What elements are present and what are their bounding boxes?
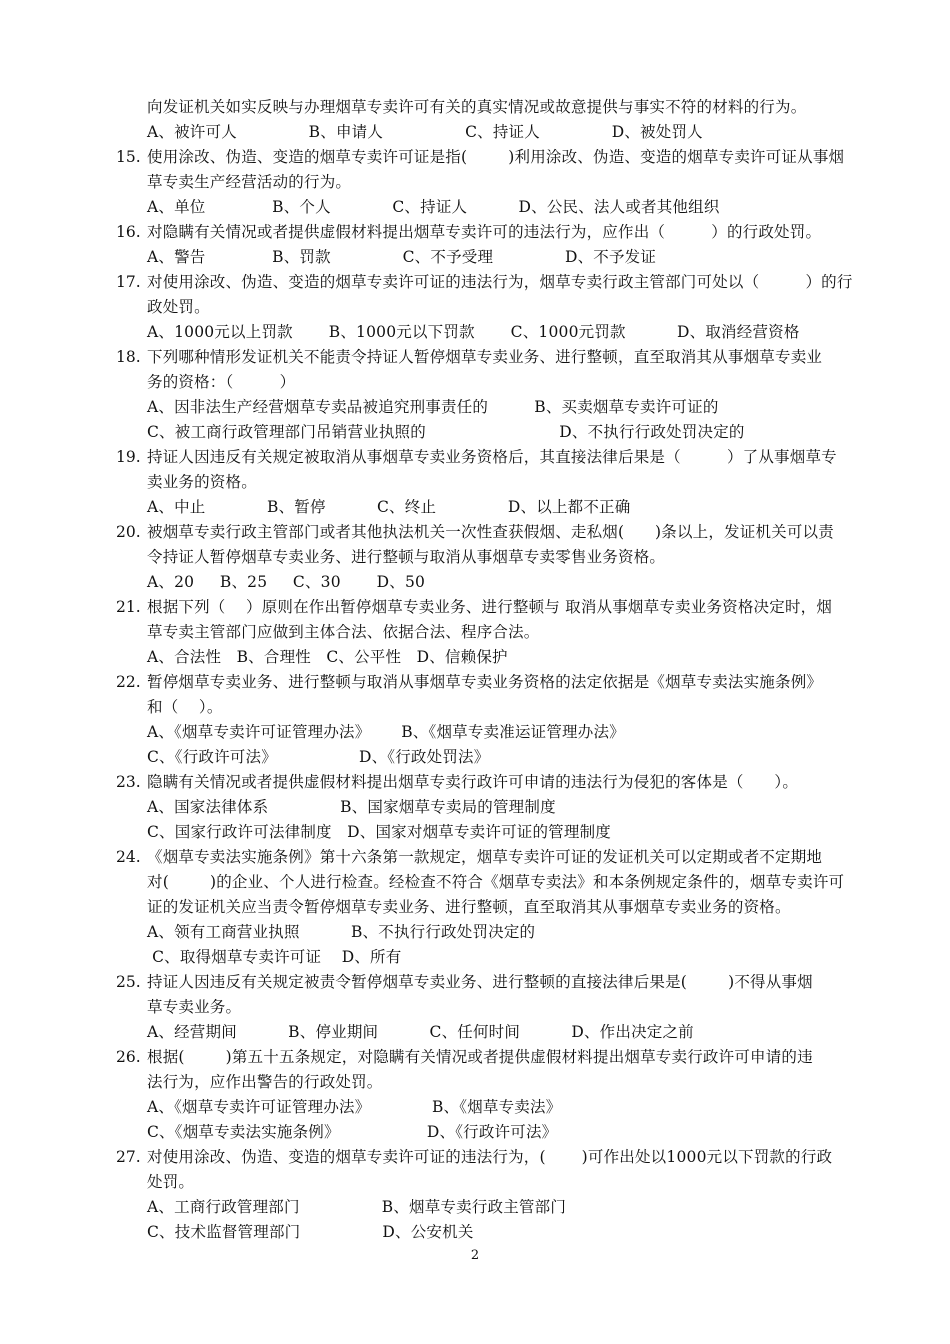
answer-options: A、《烟草专卖许可证管理办法》 B、《烟草专卖准运证管理办法》: [147, 723, 625, 741]
question-number: 15.: [116, 148, 141, 166]
answer-options: C、取得烟草专卖许可证 D、所有: [147, 948, 402, 966]
question-text: 对隐瞒有关情况或者提供虚假材料提出烟草专卖许可的违法行为，应作出（ ）的行政处罚。: [147, 223, 822, 241]
answer-options: A、中止 B、暂停 C、终止 D、以上都不正确: [147, 498, 631, 516]
question-text: 草专卖生产经营活动的行为。: [147, 173, 352, 191]
question-text: 草专卖主管部门应做到主体合法、依据合法、程序合法。: [147, 623, 540, 641]
question-text: 持证人因违反有关规定被责令暂停烟草专卖业务、进行整顿的直接法律后果是( )不得从事烟: [147, 973, 813, 991]
question-text: 对使用涂改、伪造、变造的烟草专卖许可证的违法行为，烟草专卖行政主管部门可处以（ ）的行: [147, 273, 853, 291]
question-number: 16.: [116, 223, 141, 241]
question-text: 令持证人暂停烟草专卖业务、进行整顿与取消从事烟草专卖零售业务资格。: [147, 548, 666, 566]
answer-options: C、《行政许可法》 D、《行政处罚法》: [147, 748, 490, 766]
question-text: 暂停烟草专卖业务、进行整顿与取消从事烟草专卖业务资格的法定依据是《烟草专卖法实施条例》: [147, 673, 823, 691]
question-number: 20.: [116, 523, 141, 541]
question-text: 隐瞒有关情况或者提供虚假材料提出烟草专卖行政许可申请的违法行为侵犯的客体是（ ）。: [147, 773, 799, 791]
question-number: 25.: [116, 973, 141, 991]
question-number: 23.: [116, 773, 141, 791]
answer-options: C、被工商行政管理部门吊销营业执照的 D、不执行行政处罚决定的: [147, 423, 745, 441]
question-text: 向发证机关如实反映与办理烟草专卖许可有关的真实情况或故意提供与事实不符的材料的行为。: [147, 98, 807, 116]
answer-options: A、被许可人 B、申请人 C、持证人 D、被处罚人: [147, 123, 703, 141]
question-text: 卖业务的资格。: [147, 473, 257, 491]
question-text: 证的发证机关应当责令暂停烟草专卖业务、进行整顿，直至取消其从事烟草专卖业务的资格。: [147, 898, 791, 916]
question-text: 《烟草专卖法实施条例》第十六条第一款规定，烟草专卖许可证的发证机关可以定期或者不定期地: [147, 848, 823, 866]
answer-options: C、国家行政许可法律制度 D、国家对烟草专卖许可证的管理制度: [147, 823, 611, 841]
question-number: 27.: [116, 1148, 141, 1166]
question-text: 被烟草专卖行政主管部门或者其他执法机关一次性查获假烟、走私烟( )条以上，发证机关可以责: [147, 523, 834, 541]
answer-options: A、1000元以上罚款 B、1000元以下罚款 C、1000元罚款 D、取消经营资格: [147, 323, 800, 341]
question-text: 使用涂改、伪造、变造的烟草专卖许可证是指( )利用涂改、伪造、变造的烟草专卖许可证从事烟: [147, 148, 845, 166]
answer-options: A、合法性 B、合理性 C、公平性 D、信赖保护: [147, 648, 508, 666]
question-number: 17.: [116, 273, 141, 291]
question-number: 18.: [116, 348, 141, 366]
answer-options: A、领有工商营业执照 B、不执行行政处罚决定的: [147, 923, 536, 941]
question-number: 19.: [116, 448, 141, 466]
answer-options: C、《烟草专卖法实施条例》 D、《行政许可法》: [147, 1123, 558, 1141]
answer-options: A、经营期间 B、停业期间 C、任何时间 D、作出决定之前: [147, 1023, 694, 1041]
answer-options: A、因非法生产经营烟草专卖品被追究刑事责任的 B、买卖烟草专卖许可证的: [147, 398, 719, 416]
question-number: 22.: [116, 673, 141, 691]
question-text: 对使用涂改、伪造、变造的烟草专卖许可证的违法行为，( )可作出处以1000元以下罚款的行政: [147, 1148, 833, 1166]
question-number: 24.: [116, 848, 141, 866]
answer-options: C、技术监督管理部门 D、公安机关: [147, 1223, 474, 1241]
answer-options: A、警告 B、罚款 C、不予受理 D、不予发证: [147, 248, 657, 266]
question-text: 根据( )第五十五条规定，对隐瞒有关情况或者提供虚假材料提出烟草专卖行政许可申请的违: [147, 1048, 813, 1066]
page-number: 2: [470, 1248, 480, 1263]
question-number: 26.: [116, 1048, 141, 1066]
answer-options: A、单位 B、个人 C、持证人 D、公民、法人或者其他组织: [147, 198, 720, 216]
question-text: 法行为，应作出警告的行政处罚。: [147, 1073, 383, 1091]
question-text: 处罚。: [147, 1173, 195, 1191]
answer-options: A、20 B、25 C、30 D、50: [147, 573, 426, 591]
question-text: 政处罚。: [147, 298, 210, 316]
question-text: 持证人因违反有关规定被取消从事烟草专卖业务资格后，其直接法律后果是（ ）了从事烟草专: [147, 448, 837, 466]
answer-options: A、国家法律体系 B、国家烟草专卖局的管理制度: [147, 798, 556, 816]
question-text: 下列哪种情形发证机关不能责令持证人暂停烟草专卖业务、进行整顿，直至取消其从事烟草专卖业: [147, 348, 823, 366]
question-text: 根据下列（ ）原则在作出暂停烟草专卖业务、进行整顿与 取消从事烟草专卖业务资格决定时，烟: [147, 598, 833, 616]
answer-options: A、工商行政管理部门 B、烟草专卖行政主管部门: [147, 1198, 567, 1216]
question-text: 和（ ）。: [147, 698, 223, 716]
answer-options: A、《烟草专卖许可证管理办法》 B、《烟草专卖法》: [147, 1098, 562, 1116]
question-text: 务的资格：（ ）: [147, 373, 296, 391]
question-text: 草专卖业务。: [147, 998, 242, 1016]
question-number: 21.: [116, 598, 141, 616]
question-text: 对( )的企业、个人进行检查。经检查不符合《烟草专卖法》和本条例规定条件的，烟草专卖许可: [147, 873, 845, 891]
